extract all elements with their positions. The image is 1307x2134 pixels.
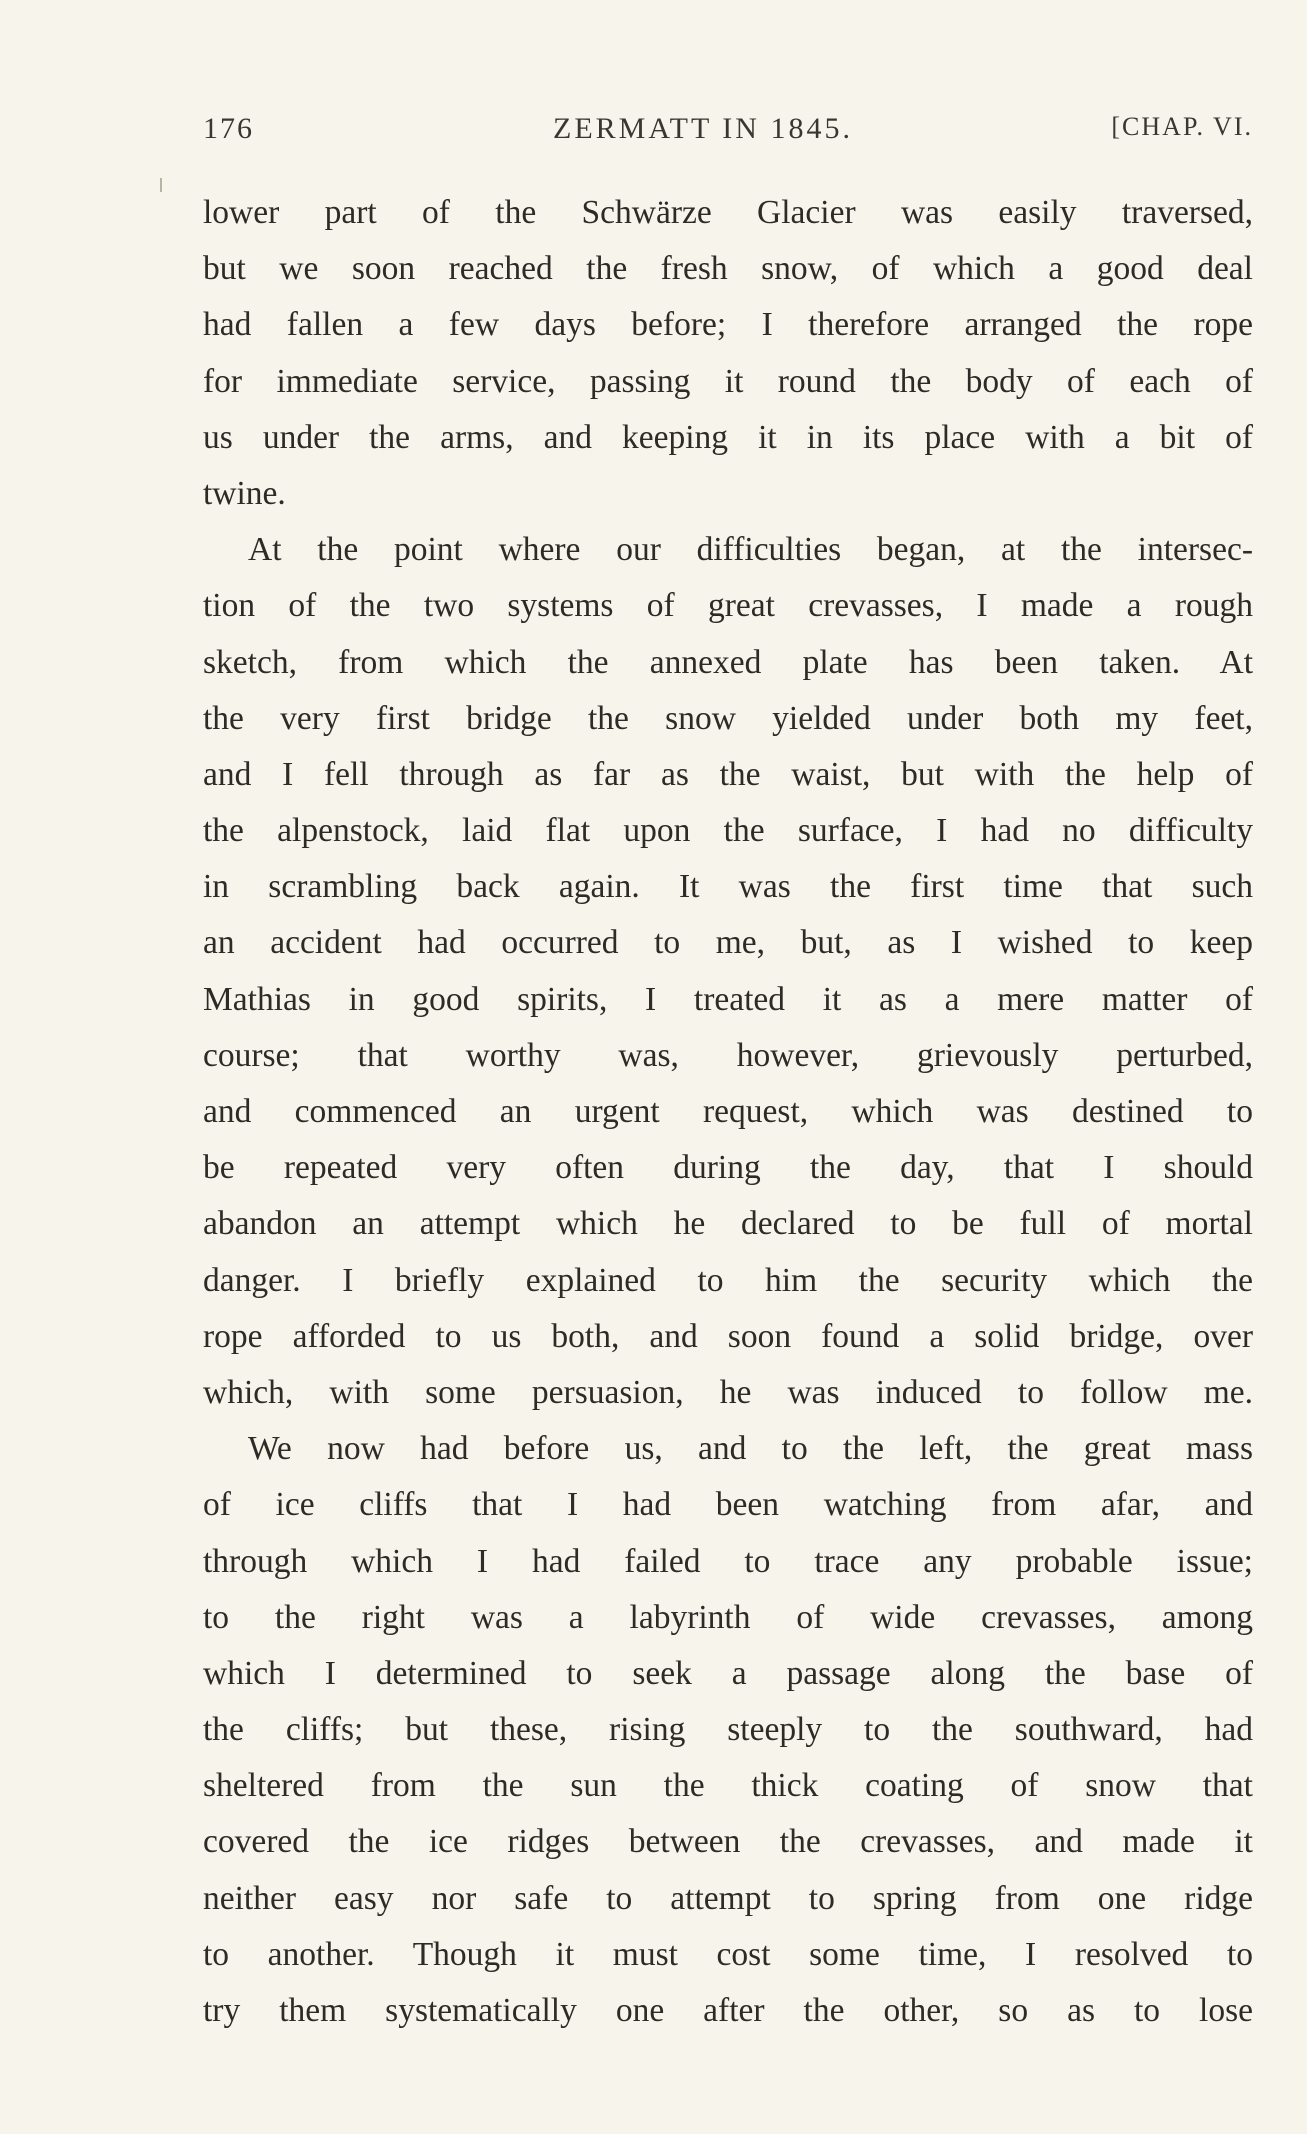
text-line: in scrambling back again. It was the first time that such: [203, 868, 1253, 906]
running-title: ZERMATT IN 1845.: [553, 112, 853, 145]
text-line: had fallen a few days before; I therefore arranged the rope: [203, 306, 1253, 344]
text-line: tion of the two systems of great crevasses, I made a rough: [203, 587, 1253, 625]
text-line: of ice cliffs that I had been watching from afar, and: [203, 1486, 1253, 1524]
text-line: Mathias in good spirits, I treated it as a mere matter of: [203, 980, 1253, 1018]
text-line: which, with some persuasion, he was induced to follow me.: [203, 1373, 1253, 1411]
body-text: [203, 185, 1253, 2039]
chapter-marker: [CHAP. VI.: [1111, 112, 1253, 141]
text-line: At the point where our difficulties began, at the intersec-: [248, 531, 1253, 569]
text-line: and I fell through as far as the waist, but with the help of: [203, 755, 1253, 793]
text-line: us under the arms, and keeping it in its place with a bit of: [203, 418, 1253, 456]
text-line: rope afforded to us both, and soon found a solid bridge, over: [203, 1317, 1253, 1355]
text-line: neither easy nor safe to attempt to spring from one ridge: [203, 1879, 1253, 1917]
text-line: the cliffs; but these, rising steeply to the southward, had: [203, 1711, 1253, 1749]
text-line: for immediate service, passing it round the body of each of: [203, 362, 1253, 400]
text-line: to another. Though it must cost some time, I resolved to: [203, 1935, 1253, 1973]
page-number: 176: [203, 112, 254, 145]
margin-mark: [160, 178, 162, 192]
text-line: danger. I briefly explained to him the security which the: [203, 1261, 1253, 1299]
text-line: sheltered from the sun the thick coating of snow that: [203, 1767, 1253, 1805]
text-line: We now had before us, and to the left, the great mass: [248, 1430, 1253, 1468]
text-line: which I determined to seek a passage along the base of: [203, 1654, 1253, 1692]
text-line: sketch, from which the annexed plate has been taken. At: [203, 643, 1253, 681]
text-line: abandon an attempt which he declared to be full of mortal: [203, 1205, 1253, 1243]
text-line: lower part of the Schwärze Glacier was easily traversed,: [203, 194, 1253, 231]
text-line: course; that worthy was, however, grievously perturbed,: [203, 1036, 1253, 1074]
text-line: the very first bridge the snow yielded under both my feet,: [203, 699, 1253, 737]
text-line: to the right was a labyrinth of wide crevasses, among: [203, 1598, 1253, 1636]
running-header: [203, 112, 1253, 156]
text-line: try them systematically one after the other, so as to lose: [203, 1992, 1253, 2029]
text-line: through which I had failed to trace any probable issue;: [203, 1542, 1253, 1580]
text-line: but we soon reached the fresh snow, of which a good deal: [203, 250, 1253, 288]
text-line: covered the ice ridges between the crevasses, and made it: [203, 1823, 1253, 1861]
text-line: and commenced an urgent request, which was destined to: [203, 1093, 1253, 1130]
text-line: twine.: [203, 474, 286, 512]
text-line: an accident had occurred to me, but, as I wished to keep: [203, 924, 1253, 962]
text-line: the alpenstock, laid flat upon the surface, I had no difficulty: [203, 812, 1253, 850]
text-line: be repeated very often during the day, that I should: [203, 1149, 1253, 1187]
